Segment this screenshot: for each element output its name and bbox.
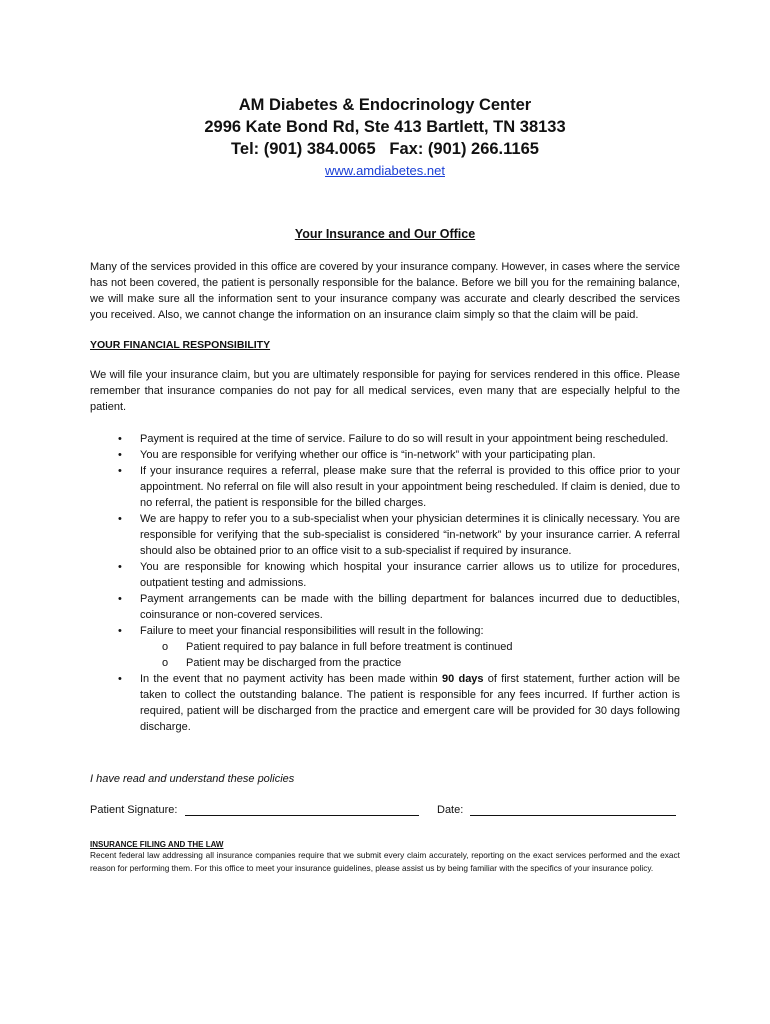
list-item [90, 559, 680, 591]
list-item-text: If your insurance requires a referral, please make sure that the referral is provided to this office prior to your appointment. No referral on file will also result in your appointment being rescheduled. If claim is denied, due to no referral, the patient is responsible for the billed charges. [140, 465, 680, 509]
list-item-text: Payment arrangements can be made with the billing department for balances incurred due to deductibles, coinsurance or non-covered services. [140, 593, 680, 621]
website-link[interactable]: www.amdiabetes.net [325, 163, 445, 178]
signature-block [90, 803, 425, 816]
bullet-icon: • [118, 433, 122, 445]
list-item-text-start: In the event that no payment activity has been made within [140, 673, 443, 685]
bullet-icon: • [118, 673, 122, 685]
list-item [90, 511, 680, 559]
list-item-text: We are happy to refer you to a sub-specialist when your physician determines it is clinically necessary. You are responsible for verifying that the sub-specialist is considered “in-network” by your insurance carrier. A referral should also be obtained prior to an office visit to a sub-specialist if required by insurance. [140, 513, 680, 557]
financial-responsibility-heading: YOUR FINANCIAL RESPONSIBILITY [90, 339, 271, 351]
date-block [437, 803, 676, 816]
sub-bullet-icon: o [162, 641, 169, 653]
list-item [90, 671, 680, 735]
clinic-address: 2996 Kate Bond Rd, Ste 413 Bartlett, TN 38133 [204, 118, 566, 136]
financial-paragraph: We will file your insurance claim, but you are ultimately responsible for paying for services rendered in this office. Please remember that insurance companies do not pay for all medical services, even many that are especially helpful to the patient. [90, 369, 680, 413]
sub-bullet-icon: o [162, 657, 169, 669]
list-item-text: You are responsible for knowing which hospital your insurance carrier allows us to utilize for procedures, outpatient testing and admissions. [140, 561, 680, 589]
document-page [90, 94, 680, 874]
law-paragraph: Recent federal law addressing all insurance companies require that we submit every claim accurately, reporting on the exact services performed and the exact reason for performing them. For this office to meet your insurance guidelines, please assist us by being familiar with the specifics of your insurance policy. [90, 850, 680, 873]
bullet-icon: • [118, 593, 122, 605]
date-field[interactable] [470, 803, 676, 816]
list-item-text-bold: 90 days [442, 673, 484, 685]
policy-list [90, 431, 680, 735]
document-title: Your Insurance and Our Office [294, 227, 476, 241]
bullet-icon: • [118, 465, 122, 477]
sub-list-item-text: Patient required to pay balance in full before treatment is continued [186, 641, 513, 653]
bullet-icon: • [118, 449, 122, 461]
sub-list-item-text: Patient may be discharged from the practice [186, 657, 402, 669]
list-item-text-end: of first statement, further action will be taken to collect the outstanding balance. The patient is responsible for any fees incurred. If further action is required, patient will be discharged from the practice and emergent care will be provided for 30 days following discharge. [140, 673, 680, 733]
acknowledgement-statement: I have read and understand these policies [90, 773, 295, 785]
list-item [90, 591, 680, 623]
list-item [90, 623, 680, 671]
bullet-icon: • [118, 561, 122, 573]
law-heading: INSURANCE FILING AND THE LAW [90, 840, 224, 849]
signature-row [90, 803, 680, 816]
list-item-text: Failure to meet your financial responsibilities will result in the following: [140, 625, 484, 637]
list-item [90, 431, 680, 447]
bullet-icon: • [118, 513, 122, 525]
sub-list-item [140, 655, 680, 671]
letterhead [90, 94, 680, 179]
intro-paragraph: Many of the services provided in this office are covered by your insurance company. However, in cases where the service has not been covered, the patient is personally responsible for the balance. Before we bill you for the remaining balance, we will make sure all the information sent to your insurance company was accurate and clearly described the services you received. Also, we cannot change the information on an insurance claim simply so that the claim will be paid. [90, 261, 680, 321]
clinic-phone-fax: Tel: (901) 384.0065 Fax: (901) 266.1165 [231, 140, 539, 158]
list-item [90, 447, 680, 463]
consequence-sublist [140, 639, 680, 671]
list-item [90, 463, 680, 511]
list-item-text: Payment is required at the time of service. Failure to do so will result in your appointment being rescheduled. [140, 433, 669, 445]
signature-field[interactable] [185, 803, 419, 816]
bullet-icon: • [118, 625, 122, 637]
clinic-name: AM Diabetes & Endocrinology Center [238, 96, 532, 114]
list-item-text: You are responsible for verifying whether our office is “in-network” with your participating plan. [140, 449, 596, 461]
signature-label: Patient Signature: [90, 804, 178, 816]
date-label: Date: [437, 804, 464, 816]
sub-list-item [140, 639, 680, 655]
